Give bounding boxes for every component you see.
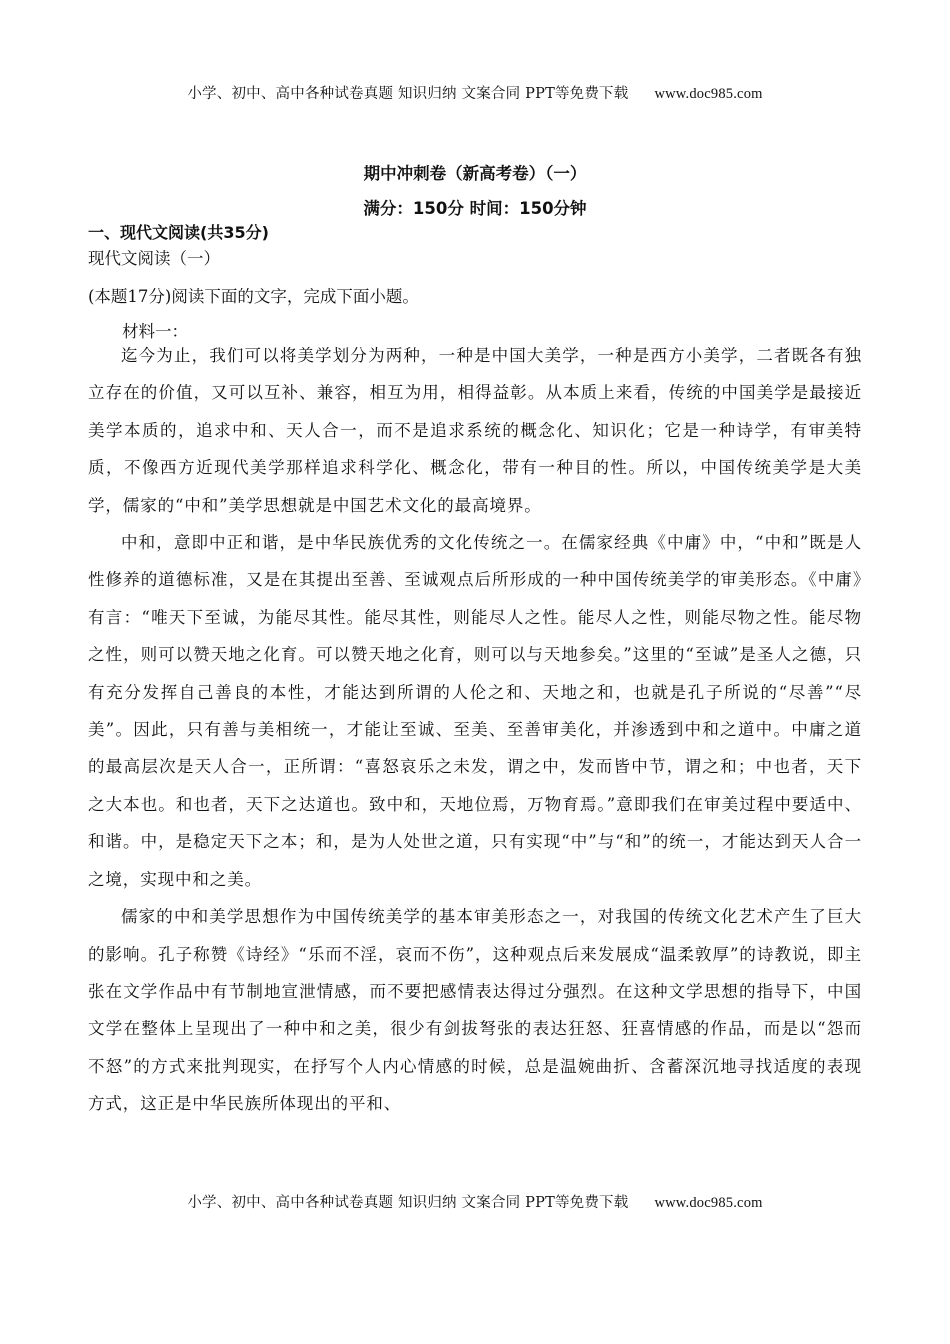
- header-text: 小学、初中、高中各种试卷真题 知识归纳 文案合同 PPT等免费下载: [187, 86, 629, 102]
- passage-paragraph-1: 迄今为止，我们可以将美学划分为两种，一种是中国大美学，一种是西方小美学，二者既各有独立存在的价值，又可以互补、兼容，相互为用，相得益彰。从本质上来看，传统的中国美学是最接近美学本质的，追求中和、天人合一，而不是追求系统的概念化、知识化；它是一种诗学，有审美特质，不像西方近现代美学那样追求科学化、概念化，带有一种目的性。所以，中国传统美学是大美学，儒家的“中和”美学思想就是中国艺术文化的最高境界。: [88, 346, 862, 515]
- exam-score-time: 满分：150分 时间：150分钟: [363, 199, 587, 218]
- material-label: 材料一：: [122, 322, 188, 341]
- passage-paragraph-3: 儒家的中和美学思想作为中国传统美学的基本审美形态之一，对我国的传统文化艺术产生了巨大的影响。孔子称赞《诗经》“乐而不淫，哀而不伤”，这种观点后来发展成“温柔敦厚”的诗教说，即主张在文学作品中有节制地宣泄情感，而不要把感情表达得过分强烈。在这种文学思想的指导下，中国文学在整体上呈现出了一种中和之美，很少有剑拔弩张的表达狂怒、狂喜情感的作品，而是以“怨而不怒”的方式来批判现实，在抒写个人内心情感的时候，总是温婉曲折、含蓄深沉地寻找适度的表现方式，这正是中华民族所体现出的平和、: [88, 907, 862, 1114]
- reading-passage: [88, 337, 862, 1123]
- footer-site-link[interactable]: www.doc985.com: [654, 1195, 763, 1211]
- footer-text: 小学、初中、高中各种试卷真题 知识归纳 文案合同 PPT等免费下载: [187, 1195, 629, 1211]
- exam-title: 期中冲刺卷（新高考卷）（一）: [363, 164, 587, 183]
- page-header: [0, 82, 950, 103]
- section-heading: 一、现代文阅读(共35分): [88, 223, 269, 242]
- page-footer: [0, 1191, 950, 1212]
- header-site-link[interactable]: www.doc985.com: [654, 86, 763, 102]
- section-subheading: 现代文阅读（一）: [88, 249, 220, 268]
- question-instruction: (本题17分)阅读下面的文字，完成下面小题。: [88, 287, 419, 306]
- passage-paragraph-2: 中和，意即中正和谐，是中华民族优秀的文化传统之一。在儒家经典《中庸》中，“中和”既是人性修养的道德标准，又是在其提出至善、至诚观点后所形成的一种中国传统美学的审美形态。《中庸》有言：“唯天下至诚，为能尽其性。能尽其性，则能尽人之性。能尽人之性，则能尽物之性。能尽物之性，则可以赞天地之化育。可以赞天地之化育，则可以与天地参矣。”这里的“至诚”是圣人之德，只有充分发挥自己善良的本性，才能达到所谓的人伦之和、天地之和，也就是孔子所说的“尽善”“尽美”。因此，只有善与美相统一，才能让至诚、至美、至善审美化，并渗透到中和之道中。中庸之道的最高层次是天人合一，正所谓：“喜怒哀乐之未发，谓之中，发而皆中节，谓之和；中也者，天下之大本也。和也者，天下之达道也。致中和，天地位焉，万物育焉。”意即我们在审美过程中要适中、和谐。中，是稳定天下之本；和，是为人处世之道，只有实现“中”与“和”的统一，才能达到天人合一之境，实现中和之美。: [88, 533, 862, 889]
